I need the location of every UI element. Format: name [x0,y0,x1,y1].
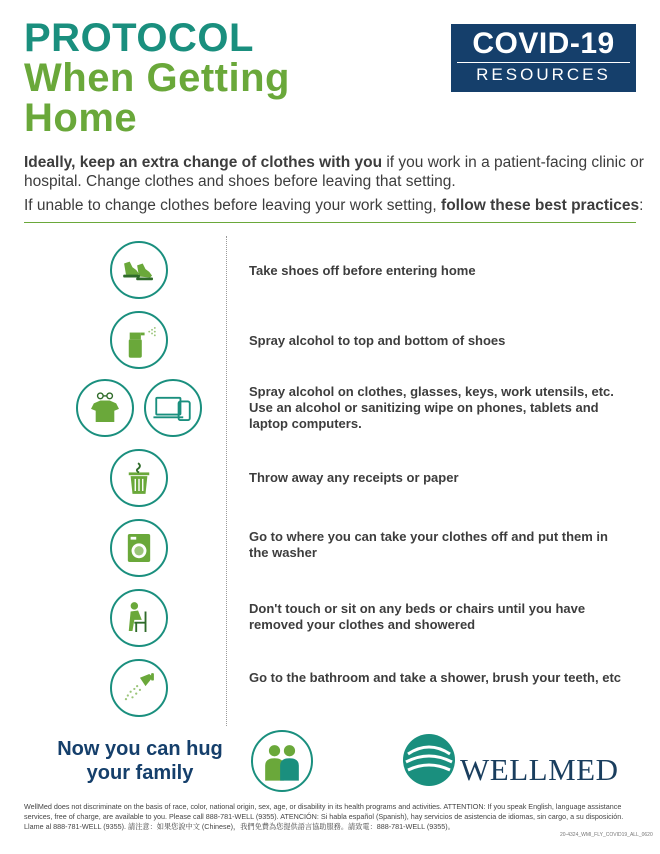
title-line-2: When Getting [24,56,290,100]
clothes-icon [76,379,134,437]
spray-bottle-icon [110,311,168,369]
covid-resources-badge [451,24,636,92]
hugging-family-icon [251,730,313,792]
badge-line-1: COVID-19 [472,27,615,60]
badge-line-2: RESOURCES [457,62,630,87]
page-title [24,18,290,138]
step-4-text: Throw away any receipts or paper [249,470,459,485]
intro-best-practices [24,196,644,215]
intro-rest: if you work in a patient-facing clinic or hospital. Change clothes and shoes before leaving that setting. [24,154,644,190]
intro-bold-lead: Ideally, keep an extra change of clothes with you [24,154,383,171]
trash-can-icon [110,449,168,507]
devices-icon [144,379,202,437]
hug-line-2: your family [86,762,194,784]
title-line-1: PROTOCOL [24,16,254,60]
intro2-plain: If unable to change clothes before leaving your work setting, [24,197,442,214]
dotted-divider [226,236,227,726]
step-6-text: Don't touch or sit on any beds or chairs until you have removed your clothes and showered [249,601,586,632]
person-chair-icon [110,589,168,647]
title-line-3: Home [24,96,138,140]
step-7-text: Go to the bathroom and take a shower, brush your teeth, etc [249,670,622,685]
shoes-icon [110,241,168,299]
washer-icon [110,519,168,577]
step-1-text: Take shoes off before entering home [249,263,476,278]
step-2-text: Spray alcohol to top and bottom of shoes [249,333,506,348]
document-code: 20-4324_WMI_FLY_COVID19_ALL_0620 [560,832,653,838]
shower-icon [110,659,168,717]
intro-paragraph [24,153,644,191]
wellmed-wordmark: WELLMED [460,752,619,787]
intro2-end: : [639,197,644,214]
wellmed-logo-icon [398,732,460,788]
nondiscrimination-disclaimer: WellMed does not discriminate on the basis of race, color, national origin, sex, age, or disability in its health programs and activities. ATTENTION: If you speak English, language assistance services, free of charge, are available to you. Please call 888-781-WELL (9355). ATENCIÓN: Si habla español (Spanish), hay servicios de asistencia de idiomas, sin cargo, a su disposición. Llame al 888-781-WELL (9355). 請注意：如果您說中文 (Chinese)，我們免費為您提供語言協助服務。請致電：888-781-WELL (9355)。 [24,802,624,831]
hug-line-1: Now you can hug [57,738,223,760]
step-3-text: Spray alcohol on clothes, glasses, keys, work utensils, etc. Use an alcohol or sanitizing wipe on phones, tablets and laptop computers. [249,384,614,431]
intro2-bold: follow these best practices [441,197,640,214]
hug-message [40,737,240,785]
divider [24,222,636,223]
wellmed-logo [398,732,628,788]
step-5-text: Go to where you can take your clothes off and put them in the washer [249,529,608,560]
